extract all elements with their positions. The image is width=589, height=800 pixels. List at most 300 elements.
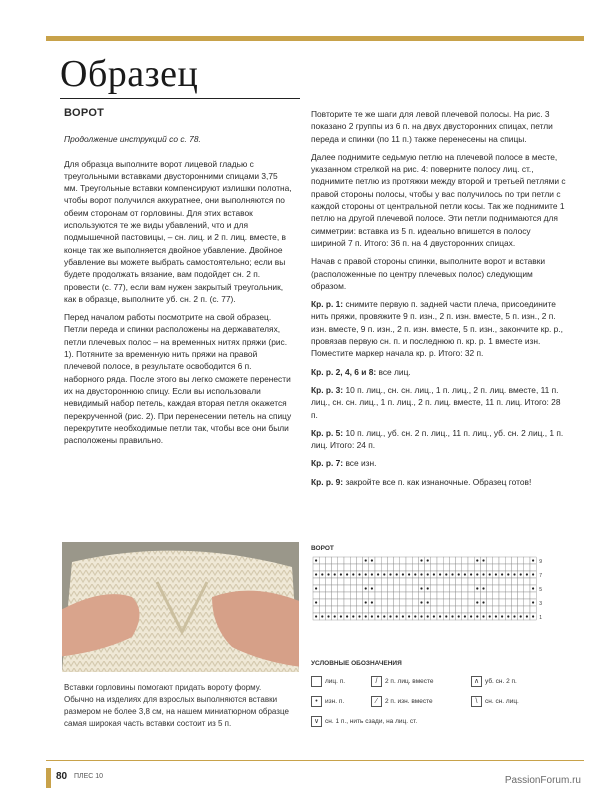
chart-cell bbox=[350, 564, 356, 571]
purl-dot bbox=[476, 573, 478, 575]
purl-dot bbox=[327, 615, 329, 617]
chart-cell bbox=[443, 585, 449, 592]
chart-cell bbox=[313, 606, 319, 613]
chart-cell bbox=[518, 599, 524, 606]
chart-cell bbox=[511, 585, 517, 592]
chart-cell bbox=[387, 564, 393, 571]
chart-cell bbox=[375, 599, 381, 606]
chart-cell bbox=[344, 564, 350, 571]
chart-cell bbox=[499, 599, 505, 606]
chart-cell bbox=[456, 599, 462, 606]
knitting-chart bbox=[311, 545, 571, 625]
purl-dot bbox=[489, 573, 491, 575]
chart-cell bbox=[363, 564, 369, 571]
purl-stitch-icon: • bbox=[311, 696, 322, 707]
chart-cell bbox=[505, 606, 511, 613]
chart-cell bbox=[505, 578, 511, 585]
chart-cell bbox=[319, 564, 325, 571]
chart-cell bbox=[344, 606, 350, 613]
chart-cell bbox=[313, 564, 319, 571]
chart-cell bbox=[505, 564, 511, 571]
paragraph: Повторите те же шаги для левой плечевой полосы. На рис. 3 показано 2 группы из 6 п. на двух двусторонних спицах, петли переда и спинки (по 11 п.) также перенесены на спицы. bbox=[311, 109, 553, 144]
chart-row-number: 9 bbox=[539, 559, 542, 565]
purl-dot bbox=[433, 573, 435, 575]
chart-cell bbox=[524, 585, 530, 592]
purl-dot bbox=[365, 559, 367, 561]
row-text: снимите первую п. задней части плеча, присоедините нить пряжи, провяжите 9 п. изн., 2 п. изн. вместе, 5 п. изн., 2 п. изн. вместе, 9 п. изн., 2 п. изн. вместе, 5 п. изн., закончите кр. р., провязав первую сн. п. и последнюю п. кр. р. 1 вместе изн. Поместите маркер начала кр. р. Итого: 32 п. bbox=[311, 299, 563, 359]
row-label: Кр. р. 1: bbox=[311, 299, 344, 310]
chart-cell bbox=[332, 606, 338, 613]
purl-dot bbox=[513, 615, 515, 617]
chart-cell bbox=[456, 606, 462, 613]
chart-cell bbox=[406, 599, 412, 606]
chart-cell bbox=[468, 564, 474, 571]
chart-cell bbox=[350, 606, 356, 613]
chart-cell bbox=[443, 557, 449, 564]
chart-cell bbox=[468, 606, 474, 613]
chart-cell bbox=[437, 599, 443, 606]
purl-dot bbox=[315, 615, 317, 617]
chart-cell bbox=[325, 564, 331, 571]
legend-item bbox=[471, 696, 519, 707]
legend bbox=[311, 660, 571, 755]
chart-cell bbox=[325, 606, 331, 613]
purl-dot bbox=[458, 615, 460, 617]
row-label: Кр. р. 3: bbox=[311, 384, 344, 395]
chart-cell bbox=[462, 585, 468, 592]
chart-cell bbox=[518, 585, 524, 592]
photo-caption: Вставки горловины помогают придать вороту форму. Обычно на изделиях для взрослых выполняются вставки размером не более 3,8 см, на нашем миниатюрном образце самая широкая часть вставки состоит из 5 п. bbox=[64, 683, 289, 728]
chart-cell bbox=[462, 599, 468, 606]
chart-cell bbox=[418, 564, 424, 571]
instruction-row bbox=[311, 298, 567, 359]
purl-dot bbox=[371, 587, 373, 589]
purl-dot bbox=[358, 573, 360, 575]
chart-cell bbox=[505, 592, 511, 599]
chart-cell bbox=[462, 606, 468, 613]
row-label: Кр. р. 5: bbox=[311, 427, 344, 438]
legend-item bbox=[311, 696, 344, 707]
purl-dot bbox=[315, 601, 317, 603]
instruction-row bbox=[311, 366, 567, 378]
purl-dot bbox=[414, 573, 416, 575]
chart-cell bbox=[313, 578, 319, 585]
chart-cell bbox=[431, 592, 437, 599]
legend-label: сн. сн. лиц. bbox=[485, 698, 519, 706]
purl-dot bbox=[532, 587, 534, 589]
chart-cell bbox=[462, 592, 468, 599]
purl-dot bbox=[482, 587, 484, 589]
chart-cell bbox=[381, 592, 387, 599]
watermark: PassionForum.ru bbox=[504, 775, 581, 786]
knitting-photo bbox=[62, 542, 299, 672]
chart-cell bbox=[456, 592, 462, 599]
paragraph: Далее поднимите седьмую петлю на плечевой полосе в месте, указанном стрелкой на рис. 4: поверните полосу лиц. ст., поднимите петлю из протяжки между второй и третьей петлями с правой стороны полосы, чтобы у вас получилось по три петли с каждой стороны от центральной петли косы. Так же поднимите 1 петлю на другой плечевой полосе. Эти петли поднимаются для симметрии: вставка из 5 п. идеально впишется в полосу шириной 7 п. Итого: 36 п. на 4 двусторонних спицах. bbox=[311, 151, 566, 248]
chart-cell bbox=[363, 606, 369, 613]
chart-cell bbox=[319, 557, 325, 564]
chart-cell bbox=[505, 599, 511, 606]
chart-cell bbox=[369, 578, 375, 585]
chart-cell bbox=[350, 557, 356, 564]
legend-label: уб. сн. 2 п. bbox=[485, 678, 517, 686]
chart-cell bbox=[356, 578, 362, 585]
top-rule bbox=[46, 36, 584, 41]
chart-cell bbox=[332, 599, 338, 606]
chart-cell bbox=[449, 578, 455, 585]
chart-cell bbox=[381, 564, 387, 571]
row-text: все лиц. bbox=[378, 366, 411, 377]
purl-dot bbox=[346, 573, 348, 575]
purl-dot bbox=[427, 559, 429, 561]
row-text: 10 п. лиц., уб. сн. 2 п. лиц., 11 п. лиц., уб. сн. 2 лиц., 1 п. лиц. Итого: 24 п. bbox=[311, 427, 564, 451]
ssk-icon: \ bbox=[471, 696, 482, 707]
chart-cell bbox=[425, 578, 431, 585]
chart-row-number: 7 bbox=[539, 573, 542, 579]
purl-dot bbox=[389, 615, 391, 617]
row-label: Кр. р. 7: bbox=[311, 458, 344, 469]
chart-cell bbox=[338, 599, 344, 606]
chart-cell bbox=[487, 606, 493, 613]
purl-dot bbox=[377, 615, 379, 617]
purl-dot bbox=[427, 587, 429, 589]
chart-cell bbox=[375, 585, 381, 592]
chart-cell bbox=[474, 578, 480, 585]
purl-dot bbox=[315, 559, 317, 561]
purl-dot bbox=[327, 573, 329, 575]
chart-cell bbox=[375, 564, 381, 571]
chart-cell bbox=[381, 606, 387, 613]
chart-cell bbox=[431, 578, 437, 585]
legend-title: УСЛОВНЫЕ ОБОЗНАЧЕНИЯ bbox=[311, 660, 402, 667]
chart-cell bbox=[530, 606, 536, 613]
purl-dot bbox=[408, 615, 410, 617]
chart-cell bbox=[487, 578, 493, 585]
purl-dot bbox=[470, 573, 472, 575]
purl-dot bbox=[476, 615, 478, 617]
chart-cell bbox=[356, 557, 362, 564]
chart-cell bbox=[493, 606, 499, 613]
chart-cell bbox=[474, 564, 480, 571]
row-label: Кр. р. 9: bbox=[311, 476, 344, 487]
instruction-row bbox=[311, 457, 567, 469]
purl-dot bbox=[420, 573, 422, 575]
chart-cell bbox=[518, 578, 524, 585]
chart-cell bbox=[431, 564, 437, 571]
chart-cell bbox=[462, 564, 468, 571]
purl-dot bbox=[470, 615, 472, 617]
chart-cell bbox=[332, 564, 338, 571]
chart-cell bbox=[499, 557, 505, 564]
purl-dot bbox=[365, 587, 367, 589]
purl-dot bbox=[396, 615, 398, 617]
chart-cell bbox=[406, 592, 412, 599]
chart-cell bbox=[338, 585, 344, 592]
chart-cell bbox=[394, 578, 400, 585]
chart-cell bbox=[400, 564, 406, 571]
purl-dot bbox=[439, 573, 441, 575]
chart-cell bbox=[524, 599, 530, 606]
legend-label: лиц. п. bbox=[325, 678, 346, 686]
legend-item bbox=[311, 716, 417, 727]
chart-cell bbox=[511, 606, 517, 613]
purl-dot bbox=[334, 615, 336, 617]
chart-cell bbox=[493, 599, 499, 606]
chart-cell bbox=[375, 606, 381, 613]
chart-cell bbox=[499, 592, 505, 599]
page-title: Образец bbox=[60, 53, 199, 95]
chart-cell bbox=[381, 557, 387, 564]
chart-cell bbox=[406, 578, 412, 585]
chart-cell bbox=[437, 585, 443, 592]
chart-cell bbox=[443, 599, 449, 606]
chart-cell bbox=[400, 578, 406, 585]
chart-cell bbox=[313, 592, 319, 599]
chart-cell bbox=[356, 599, 362, 606]
chart-cell bbox=[350, 585, 356, 592]
chart-cell bbox=[412, 585, 418, 592]
chart-cell bbox=[530, 592, 536, 599]
chart-cell bbox=[530, 564, 536, 571]
chart-cell bbox=[363, 578, 369, 585]
p2tog-icon: ⁄ bbox=[371, 696, 382, 707]
purl-dot bbox=[383, 573, 385, 575]
legend-label: 2 п. изн. вместе bbox=[385, 698, 433, 706]
purl-dot bbox=[451, 615, 453, 617]
chart-cell bbox=[406, 557, 412, 564]
chart-cell bbox=[487, 564, 493, 571]
chart-cell bbox=[511, 592, 517, 599]
purl-dot bbox=[489, 615, 491, 617]
chart-cell bbox=[344, 592, 350, 599]
chart-cell bbox=[437, 592, 443, 599]
purl-dot bbox=[458, 573, 460, 575]
chart-cell bbox=[449, 599, 455, 606]
legend-label: 2 п. лиц. вместе bbox=[385, 678, 434, 686]
chart-cell bbox=[406, 606, 412, 613]
left-column bbox=[64, 107, 292, 452]
purl-dot bbox=[315, 587, 317, 589]
chart-cell bbox=[375, 557, 381, 564]
chart-cell bbox=[443, 564, 449, 571]
purl-dot bbox=[445, 615, 447, 617]
chart-cell bbox=[418, 592, 424, 599]
chart-cell bbox=[319, 599, 325, 606]
purl-dot bbox=[532, 615, 534, 617]
chart-cell bbox=[425, 606, 431, 613]
chart-cell bbox=[344, 585, 350, 592]
purl-dot bbox=[476, 601, 478, 603]
chart-cell bbox=[406, 585, 412, 592]
chart-cell bbox=[356, 564, 362, 571]
chart-cell bbox=[493, 585, 499, 592]
chart-title: ВОРОТ bbox=[311, 545, 334, 552]
chart-cell bbox=[499, 606, 505, 613]
purl-dot bbox=[371, 559, 373, 561]
chart-cell bbox=[493, 578, 499, 585]
purl-dot bbox=[526, 615, 528, 617]
chart-cell bbox=[431, 557, 437, 564]
legend-item bbox=[371, 696, 433, 707]
legend-item bbox=[371, 676, 434, 687]
magazine-name: ПЛЕС 10 bbox=[74, 773, 104, 780]
chart-cell bbox=[338, 564, 344, 571]
chart-cell bbox=[375, 578, 381, 585]
chart-cell bbox=[418, 606, 424, 613]
double-decrease-icon: ∧ bbox=[471, 676, 482, 687]
purl-dot bbox=[427, 573, 429, 575]
purl-dot bbox=[520, 573, 522, 575]
purl-dot bbox=[513, 573, 515, 575]
chart-cell bbox=[406, 564, 412, 571]
chart-cell bbox=[499, 564, 505, 571]
chart-cell bbox=[468, 578, 474, 585]
chart-cell bbox=[524, 578, 530, 585]
chart-cell bbox=[462, 578, 468, 585]
purl-dot bbox=[365, 615, 367, 617]
page-number: 80 bbox=[56, 771, 68, 782]
purl-dot bbox=[445, 573, 447, 575]
chart-cell bbox=[350, 592, 356, 599]
paragraph: Для образца выполните ворот лицевой гладью с треугольными вставками двусторонними спицами 3,75 мм. Треугольные вставки компенсируют излишки полотна, чтобы ворот получился аккуратнее, они выполняются по обеим сторонам от горловины. Для этих вставок используются те же виды убавлений, что и для подмышечной пастовицы, – сн. лиц. и 2 п. лиц. вместе, в конце так же выполняется двойное убавление. Двойное убавление вы можете выбрать самостоятельно; если вы будете продолжать вязание, вам подойдет сн. 2 п. провести (с. 77), если вам нужен закрытый треугольник, как в образце, выполните уб. сн. 2 п. (с. 77). bbox=[64, 158, 292, 304]
row-label: Кр. р. 2, 4, 6 и 8: bbox=[311, 366, 377, 377]
chart-cell bbox=[319, 585, 325, 592]
chart-cell bbox=[431, 599, 437, 606]
purl-dot bbox=[377, 573, 379, 575]
chart-cell bbox=[449, 592, 455, 599]
chart-cell bbox=[350, 578, 356, 585]
chart-cell bbox=[468, 599, 474, 606]
chart-cell bbox=[325, 557, 331, 564]
right-column bbox=[311, 108, 567, 494]
chart-cell bbox=[356, 585, 362, 592]
chart-cell bbox=[387, 592, 393, 599]
purl-dot bbox=[340, 615, 342, 617]
chart-cell bbox=[381, 585, 387, 592]
chart-cell bbox=[480, 564, 486, 571]
chart-cell bbox=[468, 592, 474, 599]
purl-dot bbox=[371, 601, 373, 603]
chart-cell bbox=[412, 592, 418, 599]
chart-cell bbox=[369, 592, 375, 599]
chart-cell bbox=[524, 564, 530, 571]
chart-cell bbox=[375, 592, 381, 599]
chart-cell bbox=[493, 564, 499, 571]
chart-cell bbox=[369, 564, 375, 571]
purl-dot bbox=[507, 573, 509, 575]
chart-cell bbox=[356, 606, 362, 613]
chart-cell bbox=[443, 578, 449, 585]
chart-cell bbox=[480, 578, 486, 585]
purl-dot bbox=[451, 573, 453, 575]
purl-dot bbox=[414, 615, 416, 617]
chart-cell bbox=[387, 606, 393, 613]
chart-cell bbox=[338, 606, 344, 613]
chart-cell bbox=[437, 606, 443, 613]
purl-dot bbox=[526, 573, 528, 575]
chart-cell bbox=[394, 599, 400, 606]
chart-cell bbox=[511, 557, 517, 564]
knit-stitch-icon bbox=[311, 676, 322, 687]
chart-cell bbox=[387, 578, 393, 585]
chart-cell bbox=[518, 557, 524, 564]
chart-cell bbox=[418, 578, 424, 585]
purl-dot bbox=[439, 615, 441, 617]
chart-cell bbox=[387, 599, 393, 606]
chart-cell bbox=[493, 592, 499, 599]
bottom-rule bbox=[46, 760, 584, 761]
chart-cell bbox=[400, 592, 406, 599]
footer-accent-bar bbox=[46, 768, 51, 788]
purl-dot bbox=[482, 601, 484, 603]
purl-dot bbox=[482, 559, 484, 561]
purl-dot bbox=[532, 559, 534, 561]
chart-cell bbox=[480, 606, 486, 613]
chart-cell bbox=[518, 606, 524, 613]
legend-label: изн. п. bbox=[325, 698, 345, 706]
chart-cell bbox=[356, 592, 362, 599]
instruction-row bbox=[311, 384, 567, 421]
chart-cell bbox=[338, 592, 344, 599]
chart-cell bbox=[505, 557, 511, 564]
chart-cell bbox=[412, 599, 418, 606]
chart-cell bbox=[394, 585, 400, 592]
chart-cell bbox=[394, 592, 400, 599]
chart-cell bbox=[462, 557, 468, 564]
chart-cell bbox=[344, 578, 350, 585]
slip-stitch-icon: ∨ bbox=[311, 716, 322, 727]
chart-cell bbox=[499, 578, 505, 585]
chart-cell bbox=[319, 578, 325, 585]
purl-dot bbox=[402, 573, 404, 575]
chart-cell bbox=[425, 592, 431, 599]
purl-dot bbox=[420, 559, 422, 561]
chart-cell bbox=[518, 592, 524, 599]
purl-dot bbox=[476, 559, 478, 561]
chart-cell bbox=[487, 599, 493, 606]
chart-cell bbox=[319, 606, 325, 613]
knitting-photo-illustration bbox=[62, 542, 299, 672]
chart-cell bbox=[400, 606, 406, 613]
legend-label: сн. 1 п., нить сзади, на лиц. ст. bbox=[325, 718, 418, 726]
chart-cell bbox=[437, 557, 443, 564]
chart-cell bbox=[518, 564, 524, 571]
chart-cell bbox=[449, 564, 455, 571]
purl-dot bbox=[464, 615, 466, 617]
chart-cell bbox=[456, 578, 462, 585]
chart-cell bbox=[332, 557, 338, 564]
chart-cell bbox=[456, 557, 462, 564]
chart-cell bbox=[412, 557, 418, 564]
chart-cell bbox=[332, 578, 338, 585]
chart-cell bbox=[474, 606, 480, 613]
chart-cell bbox=[468, 557, 474, 564]
chart-cell bbox=[443, 592, 449, 599]
chart-cell bbox=[344, 599, 350, 606]
purl-dot bbox=[389, 573, 391, 575]
chart-row-number: 5 bbox=[539, 587, 542, 593]
chart-cell bbox=[524, 592, 530, 599]
purl-dot bbox=[408, 573, 410, 575]
chart-cell bbox=[437, 564, 443, 571]
title-underline bbox=[60, 98, 300, 99]
purl-dot bbox=[507, 615, 509, 617]
chart-cell bbox=[344, 557, 350, 564]
purl-dot bbox=[495, 615, 497, 617]
chart-cell bbox=[443, 606, 449, 613]
chart-cell bbox=[499, 585, 505, 592]
chart-cell bbox=[431, 606, 437, 613]
purl-dot bbox=[352, 615, 354, 617]
